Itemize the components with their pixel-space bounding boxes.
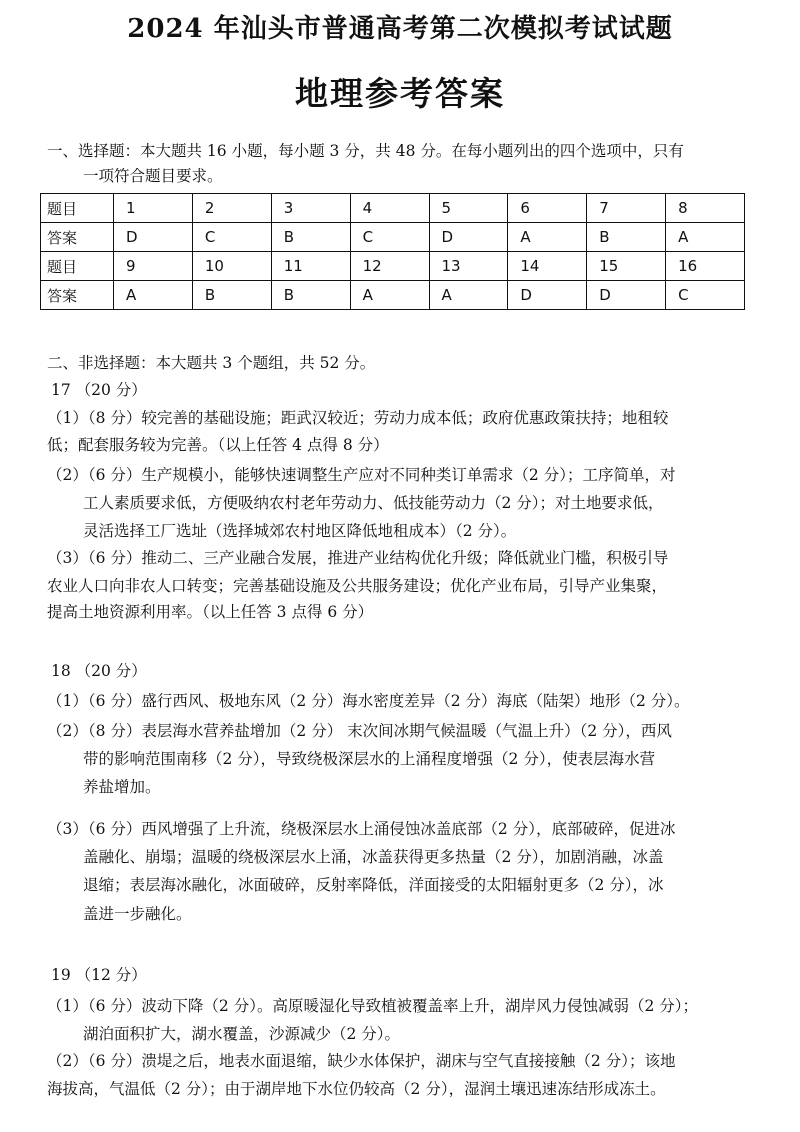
table-cell: 3: [271, 194, 350, 223]
q19-heading: 19 （12 分）: [51, 966, 147, 984]
table-cell: A: [666, 223, 745, 252]
table-cell: 13: [429, 252, 508, 281]
document-subtitle: 地理参考答案: [295, 74, 505, 113]
q18-line: 退缩；表层海冰融化，冰面破碎，反射率降低，洋面接受的太阳辐射更多（2 分），冰: [83, 876, 664, 894]
table-cell: B: [587, 223, 666, 252]
table-cell: C: [192, 223, 271, 252]
q18-line: （1）（6 分）盛行西风、极地东风（2 分）海水密度差异（2 分）海底（陆架）地形（2 分）。: [47, 692, 690, 710]
q17-heading: 17 （20 分）: [51, 381, 147, 399]
q18-heading: 18 （20 分）: [51, 662, 147, 680]
table-cell: 6: [508, 194, 587, 223]
q19-line: 海拔高，气温低（2 分）；由于湖岸地下水位仍较高（2 分），湿润土壤迅速冻结形成冻土。: [47, 1080, 666, 1098]
table-cell: 10: [192, 252, 271, 281]
table-row: [41, 223, 745, 252]
table-cell: C: [666, 281, 745, 310]
table-cell: 4: [350, 194, 429, 223]
table-cell: 7: [587, 194, 666, 223]
table-cell: A: [114, 281, 193, 310]
q19-line: 湖泊面积扩大，湖水覆盖，沙源减少（2 分）。: [83, 1025, 401, 1043]
table-cell: 12: [350, 252, 429, 281]
table-cell: 14: [508, 252, 587, 281]
table-cell: B: [271, 281, 350, 310]
table-cell: D: [587, 281, 666, 310]
document-title: 2024 年汕头市普通高考第二次模拟考试试题: [127, 14, 673, 44]
table-row: [41, 281, 745, 310]
q18-line: 盖融化、崩塌；温暖的绕极深层水上涌，冰盖获得更多热量（2 分），加剧消融，冰盖: [83, 848, 664, 866]
table-cell: A: [350, 281, 429, 310]
q17-line: （1）（8 分）较完善的基础设施；距武汉较近；劳动力成本低；政府优惠政策扶持；地租较: [47, 409, 669, 427]
q17-line: （2）（6 分）生产规模小，能够快速调整生产应对不同种类订单需求（2 分）；工序简单，对: [47, 466, 676, 484]
table-row-label: 题目: [41, 194, 114, 223]
table-cell: B: [271, 223, 350, 252]
q17-line: 灵活选择工厂选址（选择城郊农村地区降低地租成本）（2 分）。: [83, 522, 517, 540]
table-cell: 16: [666, 252, 745, 281]
table-row: [41, 252, 745, 281]
table-cell: 11: [271, 252, 350, 281]
section1-instruction-line1: 一、选择题：本大题共 16 小题，每小题 3 分，共 48 分。在每小题列出的四个选项中，只有: [47, 142, 684, 160]
section2-heading: 二、非选择题：本大题共 3 个题组，共 52 分。: [47, 354, 376, 372]
table-cell: D: [114, 223, 193, 252]
q18-line: （3）（6 分）西风增强了上升流，绕极深层水上涌侵蚀冰盖底部（2 分），底部破碎，促进冰: [47, 820, 676, 838]
table-cell: B: [192, 281, 271, 310]
q18-line: 养盐增加。: [83, 778, 161, 796]
table-row: [41, 194, 745, 223]
table-cell: 15: [587, 252, 666, 281]
q17-line: 农业人口向非农人口转变；完善基础设施及公共服务建设；优化产业布局，引导产业集聚，: [47, 577, 668, 595]
table-row-label: 答案: [41, 281, 114, 310]
q17-line: 提高土地资源利用率。（以上任答 3 点得 6 分）: [47, 603, 374, 621]
q17-line: （3）（6 分）推动二、三产业融合发展，推进产业结构优化升级；降低就业门槛，积极引导: [47, 549, 669, 567]
section1-instruction-line2: 一项符合题目要求。: [83, 167, 223, 185]
q17-line: 工人素质要求低，方便吸纳农村老年劳动力、低技能劳动力（2 分）；对土地要求低，: [83, 494, 664, 512]
table-cell: 5: [429, 194, 508, 223]
table-cell: 2: [192, 194, 271, 223]
table-cell: 9: [114, 252, 193, 281]
answer-table: [40, 193, 745, 310]
q18-line: 带的影响范围南移（2 分），导致绕极深层水的上涌程度增强（2 分），使表层海水营: [83, 750, 656, 768]
table-row-label: 答案: [41, 223, 114, 252]
table-row-label: 题目: [41, 252, 114, 281]
q18-line: 盖进一步融化。: [83, 905, 192, 923]
table-cell: D: [508, 281, 587, 310]
table-cell: A: [429, 281, 508, 310]
q18-line: （2）（8 分）表层海水营养盐增加（2 分） 末次间冰期气候温暖（气温上升）（2 分），西风: [47, 722, 672, 740]
table-cell: D: [429, 223, 508, 252]
q17-line: 低；配套服务较为完善。（以上任答 4 点得 8 分）: [47, 436, 389, 454]
table-cell: 8: [666, 194, 745, 223]
table-cell: C: [350, 223, 429, 252]
table-cell: 1: [114, 194, 193, 223]
q19-line: （2）（6 分）溃堤之后，地表水面退缩，缺少水体保护，湖床与空气直接接触（2 分）；该地: [47, 1052, 676, 1070]
table-cell: A: [508, 223, 587, 252]
q19-line: （1）（6 分）波动下降（2 分）。高原暖湿化导致植被覆盖率上升，湖岸风力侵蚀减弱（2 分）；: [47, 997, 698, 1015]
